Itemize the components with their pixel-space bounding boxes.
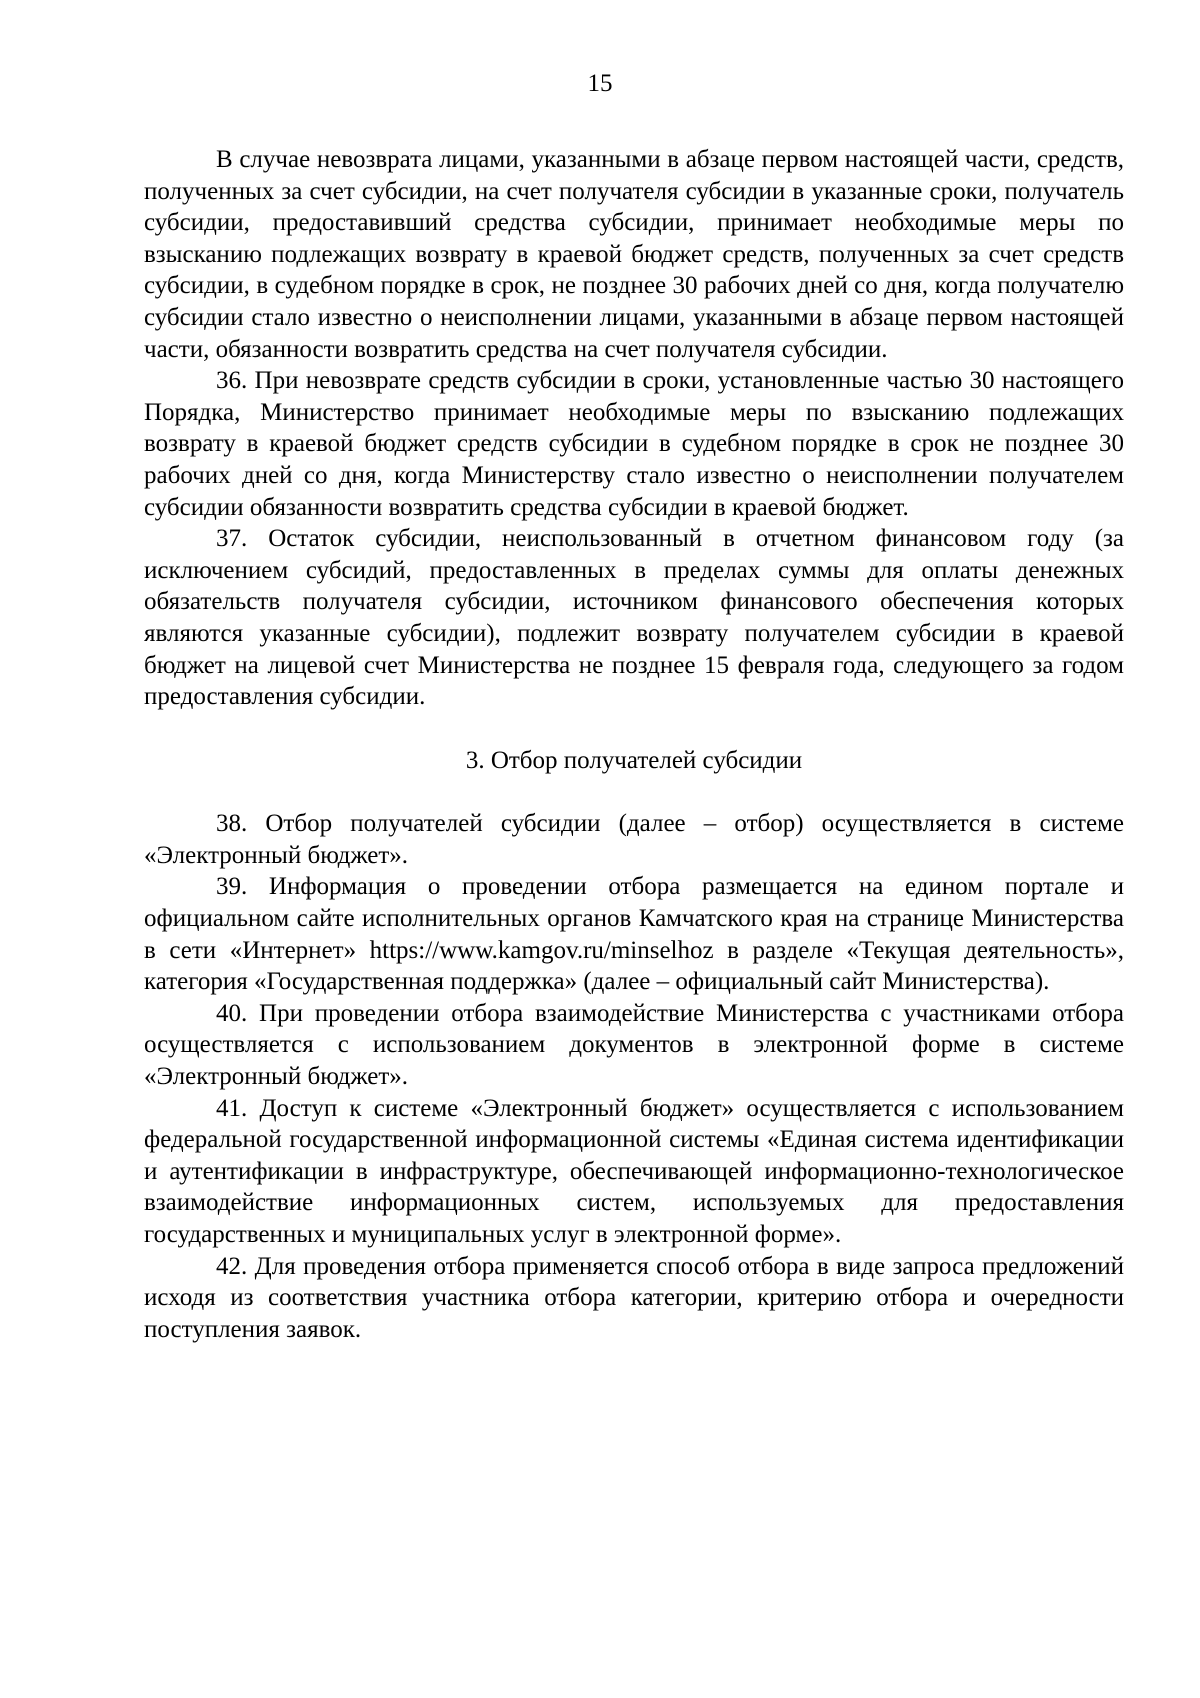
section-heading: 3. Отбор получателей субсидии (465, 746, 803, 774)
paragraph-39: 39. Информация о проведении отбора размещается на едином портале и официальном сайте исполнительных органов Камчатского края на странице Министерства в сети «Интернет» https://www.kamgov.ru/minselhoz в разделе «Текущая деятельность», категория «Государственная поддержка» (далее – официальный сайт Министерства). (144, 873, 1124, 996)
paragraph-36: 36. При невозврате средств субсидии в сроки, установленные частью 30 настоящего Порядка, Министерство принимает необходимые меры по взысканию подлежащих возврату в краевой бюджет средств субсидии в судебном порядке в срок не позднее 30 рабочих дней со дня, когда Министерству стало известно о неисполнении получателем субсидии обязанности возвратить средства субсидии в краевой бюджет. (144, 367, 1124, 521)
paragraph-40: 40. При проведении отбора взаимодействие Министерства с участниками отбора осуществляется с использованием документов в электронной форме в системе «Электронный бюджет». (144, 999, 1124, 1091)
paragraph-38: 38. Отбор получателей субсидии (далее – отбор) осуществляется в системе «Электронный бюджет». (144, 810, 1124, 869)
paragraph-37: 37. Остаток субсидии, неиспользованный в отчетном финансовом году (за исключением субсидий, предоставленных в пределах суммы для оплаты денежных обязательств получателя субсидии, источником финансового обеспечения которых являются указанные субсидии), подлежит возврату получателем субсидии в краевой бюджет на лицевой счет Министерства не позднее 15 февраля года, следующего за годом предоставления субсидии. (144, 525, 1124, 711)
paragraph-35-continuation: В случае невозврата лицами, указанными в абзаце первом настоящей части, средств, полученных за счет субсидии, на счет получателя субсидии в указанные сроки, получатель субсидии, предоставивший средства субсидии, принимает необходимые меры по взысканию подлежащих возврату в краевой бюджет средств, полученных за счет средств субсидии, в судебном порядке в срок, не позднее 30 рабочих дней со дня, когда получателю субсидии стало известно о неисполнении лицами, указанными в абзаце первом настоящей части, обязанности возвратить средства на счет получателя субсидии. (144, 146, 1124, 363)
paragraph-41: 41. Доступ к системе «Электронный бюджет» осуществляется с использованием федеральной государственной информационной системы «Единая система идентификации и аутентификации в инфраструктуре, обеспечивающей информационно-технологическое взаимодействие информационных систем, используемых для предоставления государственных и муниципальных услуг в электронной форме». (144, 1094, 1124, 1248)
page-number: 15 (587, 70, 613, 97)
paragraph-42: 42. Для проведения отбора применяется способ отбора в виде запроса предложений исходя из соответствия участника отбора категории, критерию отбора и очередности поступления заявок. (144, 1252, 1124, 1343)
document-body (144, 144, 1124, 1345)
